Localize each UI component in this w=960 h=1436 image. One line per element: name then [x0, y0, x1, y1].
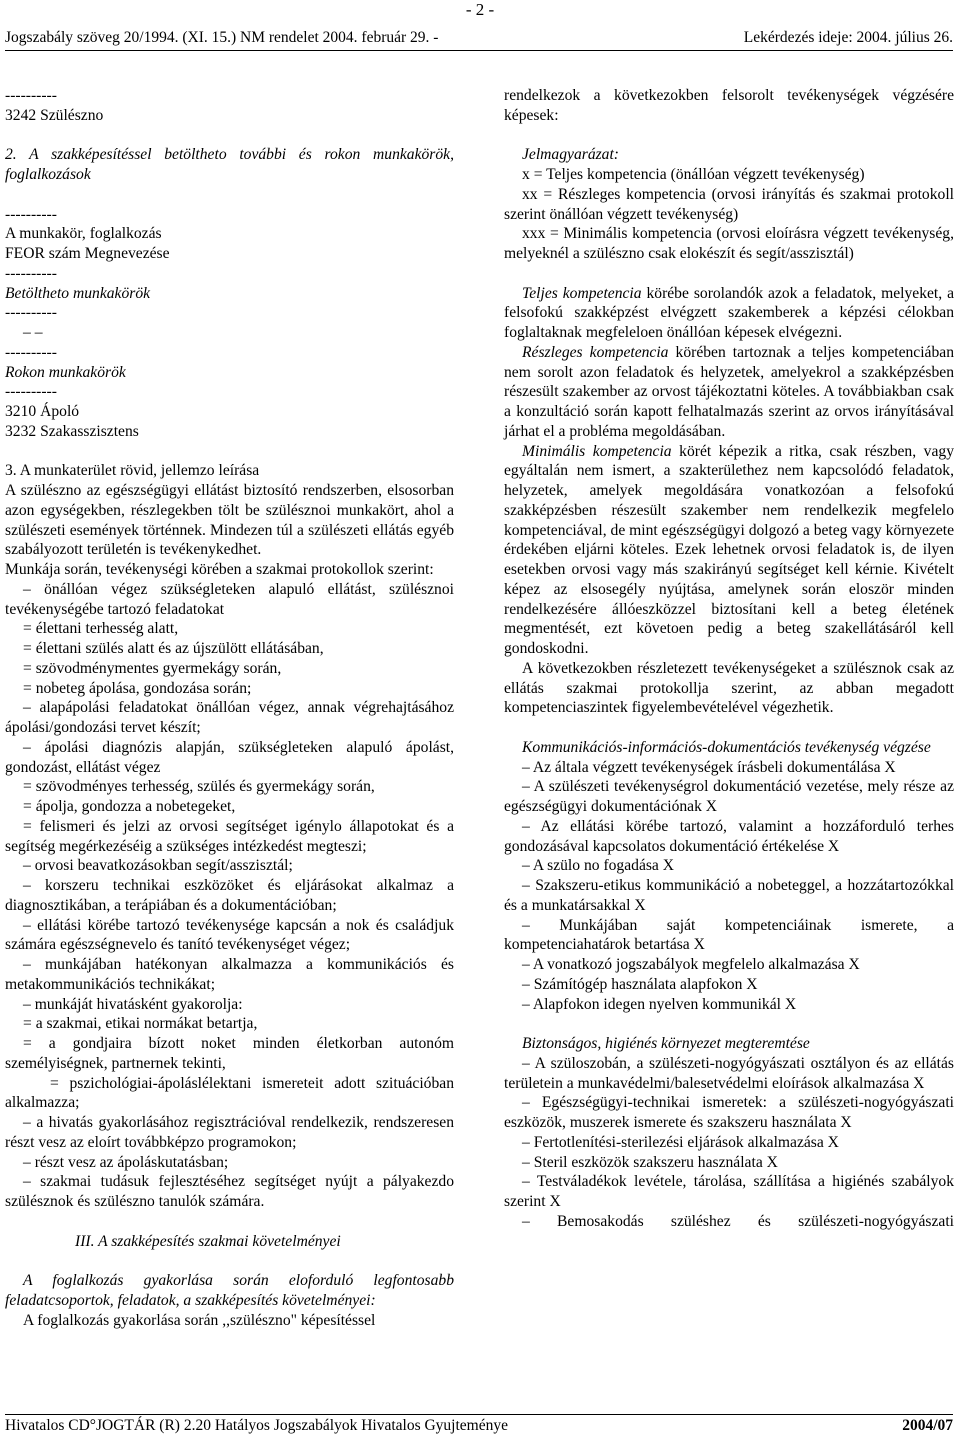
paragraph: Részleges kompetencia körében tartoznak a teljes kompetenciában nem sorolt azon feladatok és helyzetek, amelyekrol a szakképzésben részesült szakember az orvost tájékoztatni köteles. A továbbiakban csak a konzultáció során kapott felhatalmazás szerint az orvos irányításával járhat el a probléma megoldásában.: [504, 343, 954, 440]
table-header-1: A munkakör, foglalkozás: [5, 225, 162, 243]
paragraph: A következokben részletezett tevékenységeket a szülésznok csak az ellátás szakmai protokollja szerint, az abban megadott kompetenciaszintek figyelembevételével végezhetik.: [504, 659, 954, 717]
document-header: [5, 28, 953, 51]
legend-title: Jelmagyarázat:: [522, 146, 620, 164]
separator-line: ----------: [5, 383, 57, 401]
list-item: – korszeru technikai eszközöket és eljárásokat alkalmaz a diagnosztikában, a terápiában és a dokumentációban;: [5, 877, 454, 914]
separator-line: ----------: [5, 343, 57, 361]
list-item: – Bemosakodás szüléshez és szülészeti-nogyógyászati: [522, 1212, 954, 1230]
paragraph: Teljes kompetencia körébe sorolandók azok a feladatok, melyeket, a felsofokú szakképzést elvégzett szakemberek a képzési célokban foglaltaknak megfeleloen önállóan képesek elvégezni.: [504, 284, 954, 341]
header-law-reference: Jogszabály szöveg 20/1994. (XI. 15.) NM rendelet 2004. február 29. -: [5, 29, 439, 46]
list-item: – orvosi beavatkozásokban segít/asszisztál;: [23, 857, 293, 875]
right-column: [504, 86, 954, 1232]
footer-publisher: Hivatalos CD°JOGTÁR (R) 2.20 Hatályos Jogszabályok Hivatalos Gyujteménye: [5, 1417, 508, 1434]
page-number: - 2 -: [465, 0, 495, 19]
table-header-2: FEOR szám Megnevezése: [5, 245, 170, 262]
profession-code-title: 3242 Szülészno: [5, 106, 104, 124]
filled-jobs-heading: Betöltheto munkakörök: [5, 284, 151, 302]
list-item: – Fertotlenítési-sterilezési eljárások alkalmazása X: [522, 1133, 839, 1151]
section-2-title: 2. A szakképesítéssel betöltheto további és rokon munkakörök, foglalkozások: [5, 146, 454, 183]
list-item: – A vonatkozó jogszabályok megfelelo alkalmazása X: [522, 956, 860, 973]
list-item: – Egészségügyi-technikai ismeretek: a szülészeti-nogyógyászati eszközök, muszerek ismerete és szakszeru használata X: [504, 1094, 954, 1131]
list-item: – Szakszeru-etikus kommunikáció a nobeteggel, a hozzátartozókkal és a munkatársakkal X: [504, 877, 954, 914]
paragraph: A foglalkozás gyakorlása során ,,szülészno" képesítéssel: [23, 1311, 376, 1329]
list-item: – Az ellátási körébe tartozó, valamint a hozzáforduló terhes gondozásával kapcsolatos dokumentáció értékelése X: [504, 817, 954, 855]
list-item: – szakmai tudásuk fejlesztéséhez segítséget nyújt a pályakezdo szülésznok és szülészno tanulók számára.: [5, 1173, 454, 1210]
section-heading: Kommunikációs-információs-dokumentációs tevékenység végzése: [522, 738, 931, 756]
separator-line: ----------: [5, 205, 57, 223]
document-footer: [5, 1414, 953, 1435]
related-job-item: 3210 Ápoló: [5, 403, 80, 420]
list-item: – Az általa végzett tevékenységek írásbeli dokumentálása X: [522, 758, 896, 776]
sub-list-item: = élettani szülés alatt és az újszülött ellátásában,: [23, 640, 324, 657]
sub-list-item: = felismeri és jelzi az orvosi segítséget igénylo állapotokat és a segítség megérkezéséig a szükséges intézkedést megteszi;: [5, 817, 454, 855]
related-job-item: 3232 Szakasszisztens: [5, 422, 139, 440]
term: Részleges kompetencia: [522, 343, 669, 361]
list-item: – Számítógép használata alapfokon X: [522, 975, 758, 993]
list-item: – munkájában hatékonyan alkalmazza a kommunikációs és metakommunikációs technikákat;: [5, 956, 454, 993]
sub-list-item: = a szakmai, etikai normákat betartja,: [23, 1015, 258, 1033]
list-item: – alapápolási feladatokat önállóan végez, annak végrehajtásához ápolási/gondozási tervet készít;: [5, 699, 454, 736]
paragraph: rendelkezok a következokben felsorolt tevékenységek végzésére képesek:: [504, 87, 954, 124]
sub-list-item: = a gondjaira bízott noket minden életkorban autonóm személyiségnek, partnernek tekinti,: [5, 1035, 454, 1072]
section-iii-title: III. A szakképesítés szakmai követelményei: [75, 1232, 341, 1250]
legend-item: xx = Részleges kompetencia (orvosi irányítás és szakmai protokoll szerint önállóan végzett tevékenység): [504, 185, 954, 223]
sub-list-item: = élettani terhesség alatt,: [23, 620, 179, 638]
legend-item: xxx = Minimális kompetencia (orvosi eloírásra végzett tevékenység, melyeknél a szülészno csak elokészít és segít/asszisztál): [504, 225, 954, 262]
list-item: – Alapfokon idegen nyelven kommunikál X: [522, 995, 797, 1013]
separator-line: ----------: [5, 87, 57, 104]
sub-list-item: = ápolja, gondozza a nobetegeket,: [23, 798, 236, 815]
term: Teljes kompetencia: [522, 284, 642, 302]
list-item: – Steril eszközök szakszeru használata X: [522, 1153, 778, 1171]
related-jobs-heading: Rokon munkakörök: [5, 363, 126, 381]
section-heading: Biztonságos, higiénés környezet megteremtése: [522, 1035, 810, 1052]
list-item: – ápolási diagnózis alapján, szükségleteken alapuló ápolást, gondozást, ellátást végez: [5, 738, 454, 776]
list-item: – részt vesz az ápoláskutatásban;: [23, 1153, 229, 1171]
left-column: [5, 86, 454, 1330]
list-item: – a hivatás gyakorlásához regisztrációval rendelkezik, rendszeresen részt vesz az eloírt továbbképzo programokon;: [5, 1114, 454, 1151]
separator-line: ----------: [5, 264, 57, 282]
list-item: – Testváladékok levétele, tárolása, szállítása a higiénés szabályok szerint X: [504, 1173, 954, 1210]
sub-list-item: = pszichológiai-ápoláslélektani ismereteit adott szituációban alkalmazza;: [5, 1074, 454, 1112]
sub-list-item: = szövodménymentes gyermekágy során,: [23, 659, 282, 677]
term: Minimális kompetencia: [522, 442, 672, 460]
legend-item: x = Teljes kompetencia (önállóan végzett tevékenység): [522, 166, 865, 183]
sub-list-item: = nobeteg ápolása, gondozása során;: [23, 679, 252, 697]
list-item: – ellátási körébe tartozó tevékenysége kapcsán a nok és családjuk számára egészségnevelo és tanító tevékenységet végez;: [5, 916, 454, 954]
section-3-title: 3. A munkaterület rövid, jellemzo leírása: [5, 462, 260, 480]
empty-row-dashes: – –: [23, 324, 43, 341]
header-query-date: Lekérdezés ideje: 2004. július 26.: [743, 29, 953, 46]
paragraph: Minimális kompetencia körét képezik a ritka, csak részben, vagy egyáltalán nem ismert, a szakterülethez nem kapcsolódó feladatok, helyzetek, amelyek megoldására vonatkozóan a felsofokú szakképzésben részesült szakember nem rendelkezik megfelelo kompetenciával, de mint egészségügyi dolgozó a beteg vagy környezete érdekében eljárni köteles. Ezek lehetnek orvosi feladatok is, de ilyen esetekben orvosi vagy más szakirányú segítséget kell kérnie. Kivételt képez az elsosegély nyújtása, amelynek során eloször minden rendelkezésére állóeszközzel biztosítani kell a beteg életének megmentését, ezt követoen pedig a beteg szakellátásáról kell gondoskodni.: [504, 442, 954, 657]
list-item: – A szülo no fogadása X: [522, 857, 675, 875]
separator-line: ----------: [5, 304, 57, 322]
list-item: – A szüloszobán, a szülészeti-nogyógyászati osztályon és az ellátás területein a munkavédelmi/balesetvédelmi eloírások alkalmazása X: [504, 1054, 954, 1092]
list-item: – önállóan végez szükségleteken alapuló ellátást, szülésznoi tevékenységébe tartozó feladatokat: [5, 580, 454, 618]
paragraph: Munkája során, tevékenységi körében a szakmai protokollok szerint:: [5, 561, 434, 578]
paragraph: A szülészno az egészségügyi ellátást biztosító rendszerben, elsosorban azon egységekben, részlegekben tölt be szülésznoi munkakört, ahol a szülészeti események történnek. Mindezen túl a szülészeti ellátás egyéb szabályozott területén is tevékenykedhet.: [5, 482, 454, 559]
list-item: – munkáját hivatásként gyakorolja:: [23, 995, 243, 1013]
sub-list-item: = szövodményes terhesség, szülés és gyermekágy során,: [23, 778, 375, 796]
section-iii-subtitle: A foglalkozás gyakorlása során eloforduló legfontosabb feladatcsoportok, feladatok, a szakképesítés követelményei:: [5, 1272, 454, 1309]
footer-edition: 2004/07: [902, 1417, 953, 1434]
list-item: – Munkájában saját kompetenciáinak ismerete, a kompetenciahatárok betartása X: [504, 916, 954, 954]
list-item: – A szülészeti tevékenységrol dokumentáció vezetése, mely része az egészségügyi dokumentációnak X: [504, 778, 954, 815]
